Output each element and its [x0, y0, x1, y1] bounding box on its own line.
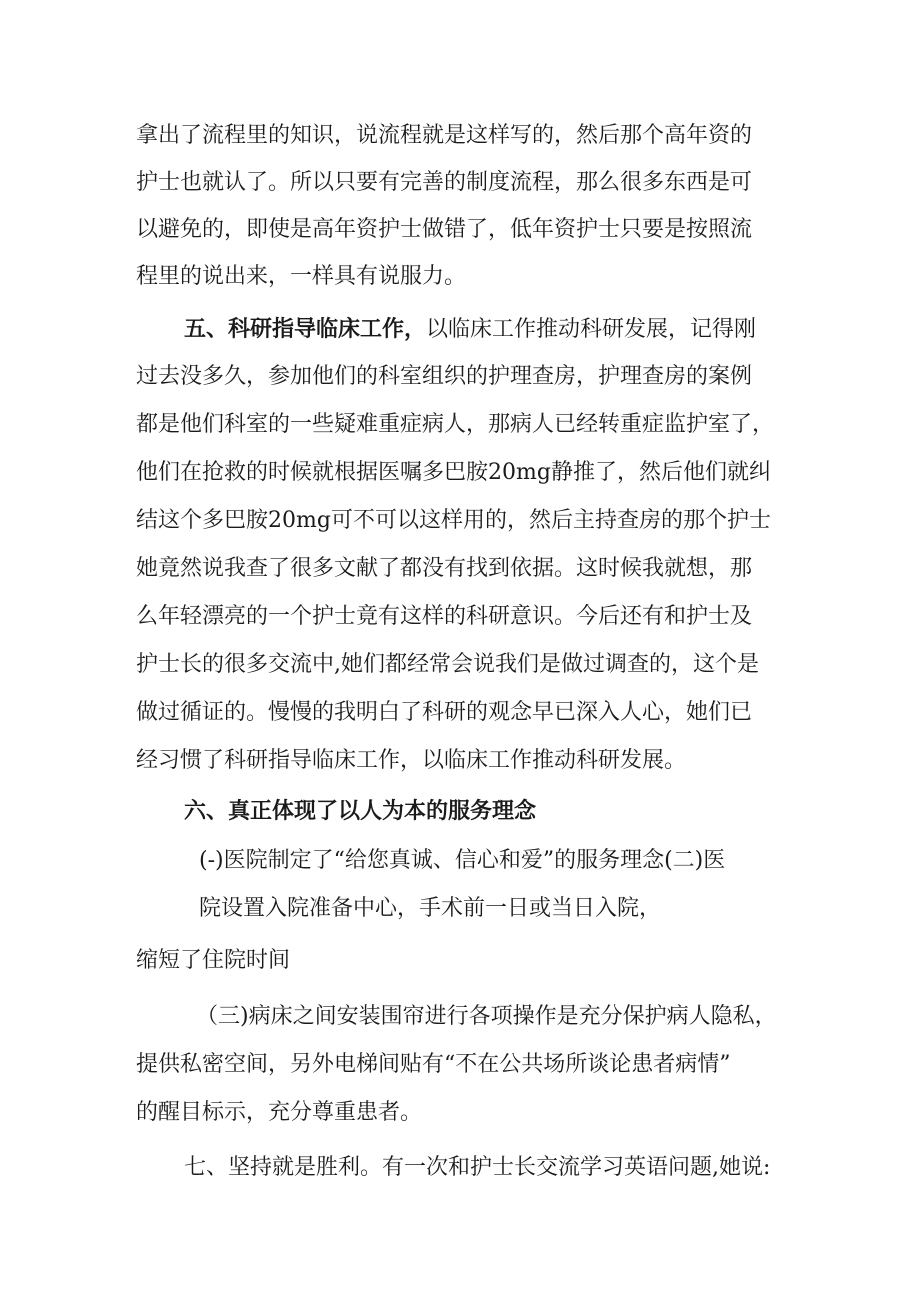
paragraph-line: 院设置入院准备中心，手术前一日或当日入院，	[199, 896, 662, 921]
paragraph-line: 都是他们科室的一些疑难重症病人，那病人已经转重症监护室了，	[136, 412, 775, 437]
paragraph-line: (-)医院制定了“给您真诚、信心和爱”的服务理念(二)医	[199, 848, 726, 873]
paragraph-line: 做过循证的。慢慢的我明白了科研的观念早已深入人心，她们已	[136, 700, 753, 725]
section-5-text: 以临床工作推动科研发展，记得刚	[426, 317, 757, 342]
paragraph-line: 以避免的，即使是高年资护士做错了，低年资护士只要是按照流	[136, 217, 753, 242]
paragraph-line: 经习惯了科研指导临床工作，以临床工作推动科研发展。	[136, 748, 687, 773]
section-5-line	[184, 314, 756, 345]
section-6-heading: 六、真正体现了以人为本的服务理念	[184, 798, 537, 824]
paragraph-line: 她竟然说我查了很多文献了都没有找到依据。这时候我就想，那	[136, 556, 753, 581]
paragraph-line: 结这个多巴胺20mg可不可以这样用的，然后主持查房的那个护士	[136, 508, 771, 533]
paragraph-line: 护士长的很多交流中,她们都经常会说我们是做过调查的，这个是	[136, 652, 759, 677]
paragraph-line: 护士也就认了。所以只要有完善的制度流程，那么很多东西是可	[136, 170, 753, 195]
paragraph-line: 提供私密空间，另外电梯间贴有“不在公共场所谈论患者病情”	[136, 1052, 731, 1077]
paragraph-line: 程里的说出来，一样具有说服力。	[136, 264, 467, 289]
paragraph-line: 过去没多久，参加他们的科室组织的护理查房，护理查房的案例	[136, 364, 753, 389]
paragraph-line: 的醒目标示，充分尊重患者。	[136, 1100, 423, 1125]
paragraph-line: 缩短了住院时间	[136, 948, 291, 973]
section-5-heading: 五、科研指导临床工作，	[184, 316, 427, 342]
section-7-line: 七、坚持就是胜利。有一次和护士长交流学习英语问题,她说:	[184, 1155, 771, 1180]
paragraph-line: （三)病床之间安装围帘进行各项操作是充分保护病人隐私，	[196, 1004, 777, 1029]
paragraph-line: 么年轻漂亮的一个护士竟有这样的科研意识。今后还有和护士及	[136, 604, 753, 629]
paragraph-line: 他们在抢救的时候就根据医嘱多巴胺20mg静推了，然后他们就纠	[136, 460, 771, 485]
paragraph-line: 拿出了流程里的知识，说流程就是这样写的，然后那个高年资的	[136, 123, 753, 148]
